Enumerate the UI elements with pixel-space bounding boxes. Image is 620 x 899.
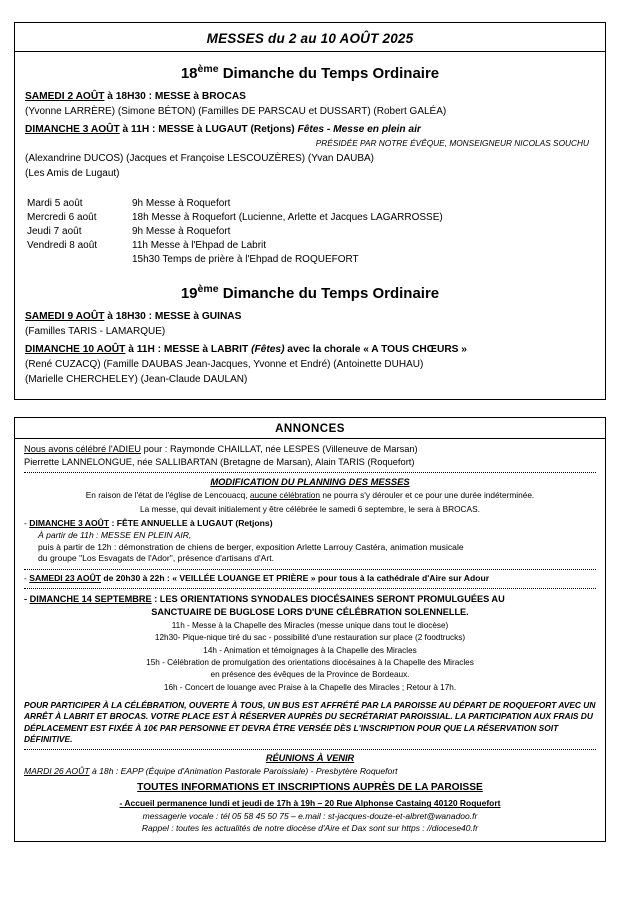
mass-saturday-2-intentions: (Yvonne LARRÈRE) (Simone BÉTON) (Familles DE PARSCAU et DUSSART) (Robert GALÉA) [25,105,447,117]
event-sunday-14-september [24,593,596,618]
weekday-text-0: 9h Messe à Roquefort [132,198,231,209]
mass-sunday-3-intentions-1: (Alexandrine DUCOS) (Jacques et Françoise LESCOUZÈRES) (Yvan DAUBA) [25,153,375,164]
event-schedule-list [24,620,596,694]
event-saturday-23-details: de 20h30 à 22h : « VEILLÉE LOUANGE ET PRIÈRE » pour tous à la cathédrale d'Aire sur Adour [101,572,490,583]
event-bullet-3: - [24,594,30,605]
event-bullet-1: - [24,518,30,529]
divider-dotted-3 [24,588,596,589]
sunday-19-label: Dimanche du Temps Ordinaire [218,285,440,302]
weekday-day-1: Mercredi 6 août [27,212,97,223]
parish-info-title: TOUTES INFORMATIONS ET INSCRIPTIONS AUPRÈS DE LA PAROISSE [137,782,483,794]
mass-saturday-9-intentions: (Familles TARIS - LAMARQUE) [25,325,166,337]
weekday-text-4: 15h30 Temps de prière à l'Ehpad de ROQUEFORT [132,254,359,265]
schedule-item-3: 15h - Célébration de promulgation des orientations diocésaines à la Chapelle des Miracles [146,658,474,668]
planning-change-emphasis: aucune célébration [249,490,321,501]
event-bullet-2: - [24,572,30,583]
mass-sunday-10-date: DIMANCHE 10 AOÛT [25,344,126,356]
event-sunday-3-line-2: puis à partir de 12h : démonstration de chiens de berger, exposition Arlette Larrouy Castéra, animation musicale [38,541,464,552]
event-sunday-3-title: : FÊTE ANNUELLE à LUGAUT (Retjons) [109,518,273,529]
funeral-notice-lead: Nous avons célébré l'ADIEU [24,444,142,454]
mass-saturday-2-line [25,91,595,104]
event-sunday-14-date: DIMANCHE 14 SEPTEMBRE [29,594,152,605]
sunday-18-heading [25,63,595,82]
event-saturday-23-date: SAMEDI 23 AOÛT [29,572,102,583]
divider-dotted-4 [24,749,596,750]
planning-change-line-2: La messe, qui devait initialement y être célébrée le samedi 6 septembre, le sera à BROCAS. [140,503,480,514]
event-sunday-3-august [24,518,596,564]
meeting-date: MARDI 26 AOÛT [24,766,90,777]
planning-change-text-b: ne pourra s'y dérouler et ce pour une durée indéterminée. [320,490,535,501]
mass-sunday-3-presider: PRÉSIDÉE PAR NOTRE ÉVÊQUE, MONSEIGNEUR NICOLAS SOUCHU [315,138,589,148]
parish-bulletin-page [0,22,620,899]
mass-sunday-10-choir: avec la chorale « A TOUS CHŒURS » [284,344,467,356]
mass-sunday-10-note: (Fêtes) [251,344,285,356]
meeting-item [24,766,596,776]
weekday-text-3: 11h Messe à l'Ehpad de Labrit [132,240,267,251]
mass-sunday-10-intentions-1: (René CUZACQ) (Famille DAUBAS Jean-Jacques, Yvonne et Endré) (Antoinette DUHAU) [25,359,424,370]
weekday-text-2: 9h Messe à Roquefort [132,226,231,237]
sunday-18-ordinal-suffix: ème [197,63,219,75]
sunday-19-ordinal-number: 19 [180,285,198,302]
mass-sunday-3-line [25,124,595,137]
funeral-notice-line-2: Pierrette LANNELONGUE, née SALLIBARTAN (Bretagne de Marsan), Alain TARIS (Roquefort) [24,456,415,467]
schedule-item-4: en présence des évêques de la Province de Bordeaux. [210,670,410,680]
sunday-18-label: Dimanche du Temps Ordinaire [218,65,440,82]
document-title: MESSES du 2 au 10 AOÛT 2025 [15,31,605,52]
planning-change-line-1 [40,490,580,502]
table-row [27,211,443,225]
masses-section [14,22,606,400]
mass-saturday-9-line [25,311,595,324]
funeral-notice [24,443,596,468]
weekday-day-2: Jeudi 7 août [27,226,82,237]
divider-dotted-2 [24,569,596,570]
event-sunday-14-title: : LES ORIENTATIONS SYNODALES DIOCÉSAINES SERONT PROMULGUÉES AU [151,594,505,605]
announcements-title: ANNONCES [15,423,605,439]
schedule-item-5: 16h - Concert de louange avec Praise à la Chapelle des Miracles ; Retour à 17h. [163,682,457,692]
parish-contact-block [24,797,596,834]
weekday-text-1: 18h Messe à Roquefort (Lucienne, Arlette et Jacques LAGARROSSE) [132,212,443,223]
event-sunday-3-date: DIMANCHE 3 AOÛT [29,518,110,529]
funeral-notice-line-1 [24,443,596,456]
mass-saturday-2-details: à 18H30 : MESSE à BROCAS [104,91,246,102]
event-saturday-23-august [24,573,596,585]
event-sunday-3-line-3: du groupe "Los Esvagats de l'Ador", présence d'artisans d'Art. [38,553,275,564]
funeral-notice-names-1: pour : Raymonde CHAILLAT, née LESPES (Villeneuve de Marsan) [141,444,418,454]
bus-reservation-notice: POUR PARTICIPER À LA CÉLÉBRATION, OUVERTE À TOUS, UN BUS EST AFFRÉTÉ PAR LA PAROISSE AU DÉPART DE ROQUEFORT AVEC UN ARRÊT À LABRIT ET BROCAS. VOTRE PLACE EST À RÉSERVER AUPRÈS DU SECRÉTARIAT PAROISSIAL. LA PARTICIPATION AUX FRAIS DU DÉPLACEMENT EST FIXÉE À 10€ PAR PERSONNE ET DEVRA ÊTRE VERSÉE DÈS L'INSCRIPTION POUR QUE LA RÉSERVATION SOIT DÉFINITIVE. [24,699,596,744]
contact-address: - Accueil permanence lundi et jeudi de 17h à 19h – 20 Rue Alphonse Castaing 40120 Roquefort [119,798,501,809]
mass-sunday-3-note: Fêtes - Messe en plein air [297,124,421,136]
sunday-19-heading [25,283,595,302]
meeting-details: à 18h : EAPP (Équipe d'Animation Pastorale Paroissiale) - Presbytère Roquefort [89,766,398,777]
weekday-day-4 [27,253,132,267]
mass-saturday-2-date: SAMEDI 2 AOÛT [25,91,105,102]
mass-saturday-9-date: SAMEDI 9 AOÛT [25,311,105,322]
table-row [27,239,443,253]
weekday-day-3: Vendredi 8 août [27,240,98,251]
upcoming-meetings-title: RÉUNIONS À VENIR [265,753,355,764]
sunday-18-ordinal-number: 18 [180,65,198,82]
weekday-day-0: Mardi 5 août [27,198,83,209]
mass-sunday-10-details: à 11H : MESSE à LABRIT [125,344,252,356]
mass-sunday-10-line [25,344,595,357]
schedule-item-0: 11h - Messe à la Chapelle des Miracles (messe unique dans tout le diocèse) [171,621,449,631]
contact-website: Rappel : toutes les actualités de notre diocèse d'Aire et Dax sont sur https : //diocese40.fr [141,822,479,833]
mass-sunday-3-date: DIMANCHE 3 AOÛT [25,124,120,136]
contact-phone-email: messagerie vocale : tél 05 58 45 50 75 – e.mail : st-jacques-douze-et-albret@wanadoo.fr [142,810,478,821]
schedule-item-2: 14h - Animation et témoignages à la Chapelle des Miracles [203,645,417,655]
event-sunday-14-subtitle: SANCTUAIRE DE BUGLOSE LORS D'UNE CÉLÉBRATION SOLENNELLE. [151,606,469,617]
announcements-section [14,417,606,842]
event-sunday-3-line-1: À partir de 11h : MESSE EN PLEIN AIR, [38,529,192,540]
mass-saturday-9-details: à 18H30 : MESSE à GUINAS [104,311,242,322]
mass-sunday-3-intentions-2: (Les Amis de Lugaut) [25,167,120,179]
weekday-masses-table [27,197,443,267]
spacer-weekdays [25,181,595,195]
table-row [27,253,443,267]
table-row [27,225,443,239]
divider-dotted-1 [24,472,596,473]
planning-change-title: MODIFICATION DU PLANNING DES MESSES [210,476,410,488]
table-row [27,197,443,211]
sunday-19-ordinal-suffix: ème [197,283,219,295]
planning-change-text-a: En raison de l'état de l'église de Lencouacq, [85,490,250,501]
mass-sunday-3-details: à 11H : MESSE à LUGAUT (Retjons) [119,124,298,136]
schedule-item-1: 12h30- Pique-nique tiré du sac - possibilité d'une restauration sur place (2 foodtrucks) [154,633,466,643]
mass-sunday-10-intentions-2: (Marielle CHERCHELEY) (Jean-Claude DAULAN) [25,373,248,385]
